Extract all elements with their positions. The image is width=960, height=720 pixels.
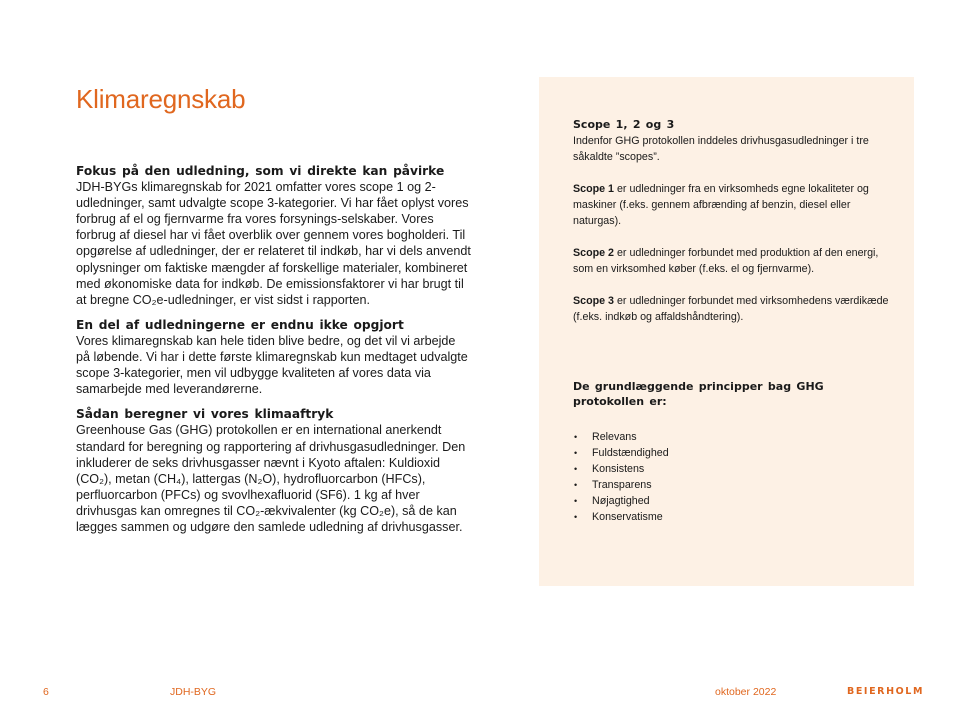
section-focus	[76, 163, 471, 308]
scopes-intro: Indenfor GHG protokollen inddeles drivhusgasudledninger i tre såkaldte ”scopes”.	[573, 135, 869, 163]
section-not-yet-counted	[76, 317, 471, 397]
scopes-heading: Scope 1, 2 og 3	[573, 118, 675, 131]
bullet-icon: •	[574, 432, 578, 442]
bullet-icon: •	[574, 448, 578, 458]
list-item: • Nøjagtighed	[574, 495, 650, 507]
section-body: Greenhouse Gas (GHG) protokollen er en international anerkendt standard for beregning og rapportering af drivhusgasudledninger. Den inkluderer de seks drivhusgasser nævnt i Kyoto aftalen: Kuldioxid (CO₂), metan (CH₄), lattergas (N₂O), hydrofluorcarbon (HFCs), perfluorcarbon (PFCs) og svovlhexafluorid (SF6). 1 kg af hver drivhusgas kan omregnes til CO₂-ækvivalenter (kg CO₂e), så de kan lægges sammen og udgøre den samlede udledning af drivhusgasser.	[76, 423, 466, 534]
section-heading: En del af udledningerne er endnu ikke opgjort	[76, 317, 404, 332]
bullet-icon: •	[574, 464, 578, 474]
page-title: Klimaregnskab	[76, 84, 246, 114]
bullet-icon: •	[574, 512, 578, 522]
list-item: • Transparens	[574, 479, 652, 491]
section-body: JDH-BYGs klimaregnskab for 2021 omfatter vores scope 1 og 2-udledninger, samt udvalgte scope 3-kategorier. Vi har fået oplyst vores forbrug af el og fjernvarme fra vores forsynings-selskaber. Vores forbrug af diesel har vi fået overblik over gennem vores bogholderi. Til opgørelse af udledninger, der er relateret til indkøb, har vi dels anvendt oplysninger om faktiske mængder af forskellige materialer, kombineret med økonomiske data for indkøb. De emissionsfaktorer vi har brugt til at bregne CO₂e-udledninger, er vist sidst i rapporten.	[76, 180, 471, 307]
scopes-intro-block	[573, 117, 893, 165]
principles-heading: De grundlæggende principper bag GHG protokollen er:	[573, 380, 824, 408]
scope-text: er udledninger forbundet med virksomhedens værdikæde (f.eks. indkøb og affaldshåndtering).	[573, 295, 889, 323]
list-item: • Konsistens	[574, 463, 645, 475]
scope-label: Scope 2	[573, 247, 614, 259]
bullet-icon: •	[574, 480, 578, 490]
footer-date: oktober 2022	[715, 686, 777, 698]
scope-text: er udledninger forbundet med produktion af den energi, som en virksomhed køber (f.eks. el og fjernvarme).	[573, 247, 879, 275]
bullet-icon: •	[574, 496, 578, 506]
scope-item	[573, 181, 893, 229]
section-heading: Sådan beregner vi vores klimaaftryk	[76, 407, 334, 422]
scopes-info-panel	[539, 77, 914, 586]
list-item: • Relevans	[574, 431, 637, 443]
scope-label: Scope 3	[573, 295, 614, 307]
footer-company: JDH-BYG	[170, 686, 217, 698]
scope-label: Scope 1	[573, 183, 614, 195]
section-calculation	[76, 406, 471, 535]
list-item: • Fuldstændighed	[574, 447, 669, 459]
list-item: • Konservatisme	[574, 511, 663, 523]
panel-content	[573, 117, 893, 525]
scope-item	[573, 293, 893, 325]
footer-page-number: 6	[43, 686, 49, 698]
scope-item	[573, 245, 893, 277]
principles-list	[573, 429, 893, 525]
beierholm-logo: BEIERHOLM	[847, 686, 925, 697]
main-text-column	[76, 163, 471, 544]
section-heading: Fokus på den udledning, som vi direkte kan påvirke	[76, 164, 445, 178]
scope-text: er udledninger fra en virksomheds egne lokaliteter og maskiner (f.eks. gennem afbrænding af benzin, diesel eller naturgas).	[573, 183, 869, 227]
section-body: Vores klimaregnskab kan hele tiden blive bedre, og det vil vi arbejde på løbende. Vi har i dette første klimaregnskab kun medtaget udvalgte scope 3-kategorier, men vil udbygge kvaliteten af vores data via samarbejde med leverandørerne.	[76, 333, 468, 397]
